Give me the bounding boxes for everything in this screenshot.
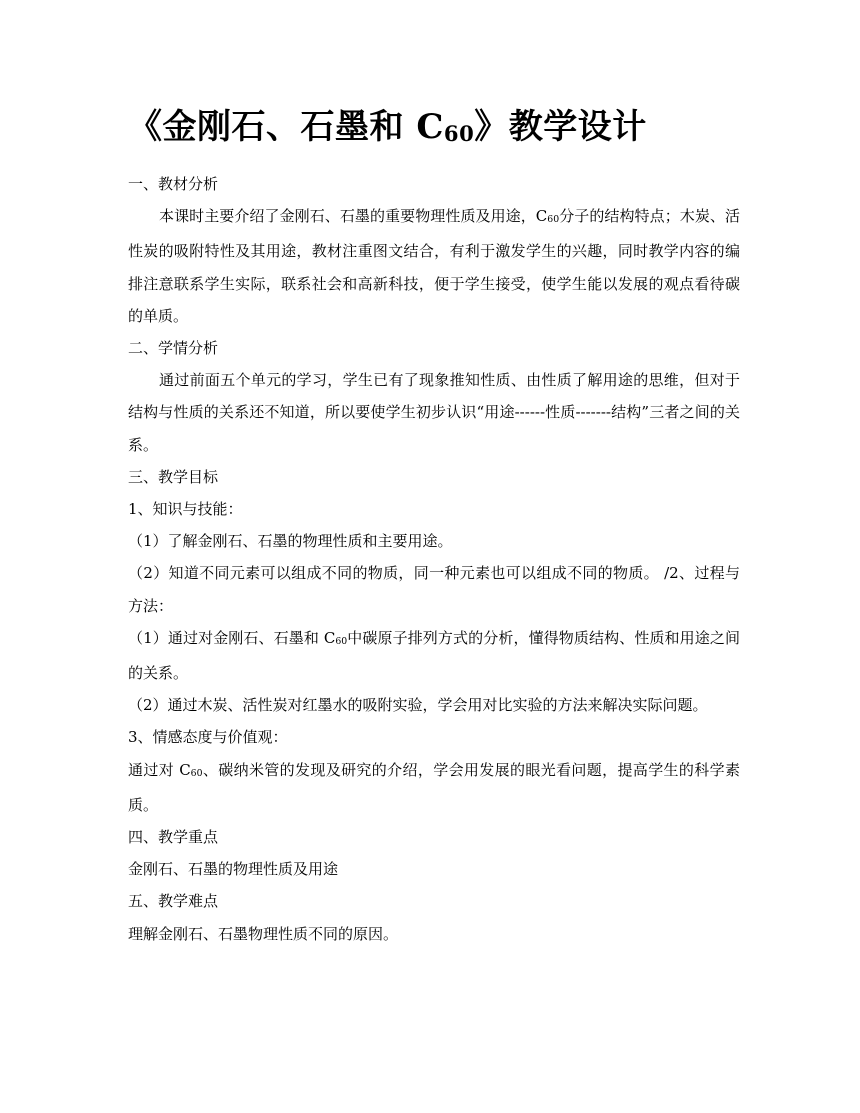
goal-item-process-1 xyxy=(128,622,740,689)
section-heading-student-analysis: 二、学情分析 xyxy=(128,339,219,358)
c60-subscript: 60 xyxy=(335,635,348,647)
goal-emotion-paragraph xyxy=(128,754,740,821)
document-body xyxy=(128,168,740,950)
goal-emotion-text-1: 通过对 C xyxy=(128,760,191,779)
title-prefix: 《金刚石、石墨和 C xyxy=(128,107,444,147)
student-analysis-paragraph: 通过前面五个单元的学习，学生已有了现象推知性质、由性质了解用途的思维，但对于结构与性质的关系还不知道，所以要使学生初步认识“用途------性质-------结构”三者之间的关系。 xyxy=(128,371,740,454)
c60-subscript: 60 xyxy=(190,767,203,779)
title-suffix: 》教学设计 xyxy=(474,107,647,147)
section-heading-textbook-analysis: 一、教材分析 xyxy=(128,175,219,193)
goal-item-process-2: （2）通过木炭、活性炭对红墨水的吸附实验，学会用对比实验的方法来解决实际问题。 xyxy=(128,696,708,715)
title-subscript: 60 xyxy=(443,120,475,146)
document-title xyxy=(128,101,748,157)
c60-subscript: 60 xyxy=(547,214,560,226)
section-heading-teaching-goals: 三、教学目标 xyxy=(128,467,219,486)
goal-item-knowledge-1: （1）了解金刚石、石墨的物理性质和主要用途。 xyxy=(128,532,453,551)
textbook-analysis-text-1: 本课时主要介绍了金刚石、石墨的重要物理性质及用途，C xyxy=(159,207,548,226)
key-points-paragraph: 金刚石、石墨的物理性质及用途 xyxy=(128,860,339,879)
section-heading-key-points: 四、教学重点 xyxy=(128,828,219,847)
goal-item-process-1-text-2: 中碳原子排列方式的分析，懂得物质结构、性质和用途之间的关系。 xyxy=(128,628,740,683)
goal-item-knowledge-2: （2）知道不同元素可以组成不同的物质，同一种元素也可以组成不同的物质。 /2、过程与方法： xyxy=(128,564,740,615)
goal-emotion-text-2: 、碳纳米管的发现及研究的介绍，学会用发展的眼光看问题，提高学生的科学素质。 xyxy=(128,760,740,814)
textbook-analysis-text-2: 分子的结构特点；木炭、活性炭的吸附特性及其用途，教材注重图文结合，有利于激发学生的兴趣，同时教学内容的编排注意联系学生实际，联系社会和高新科技，便于学生接受，使学生能以发展的观点看待碳的单质。 xyxy=(128,207,740,325)
goal-heading-emotion-values: 3、情感态度与价值观： xyxy=(128,728,288,747)
goal-heading-knowledge-skills: 1、知识与技能： xyxy=(128,500,243,519)
goal-item-process-1-text-1: （1）通过对金刚石、石墨和 C xyxy=(128,628,336,647)
section-heading-difficulties: 五、教学难点 xyxy=(128,892,219,911)
difficulties-paragraph: 理解金刚石、石墨物理性质不同的原因。 xyxy=(128,924,399,943)
textbook-analysis-paragraph xyxy=(128,200,740,332)
